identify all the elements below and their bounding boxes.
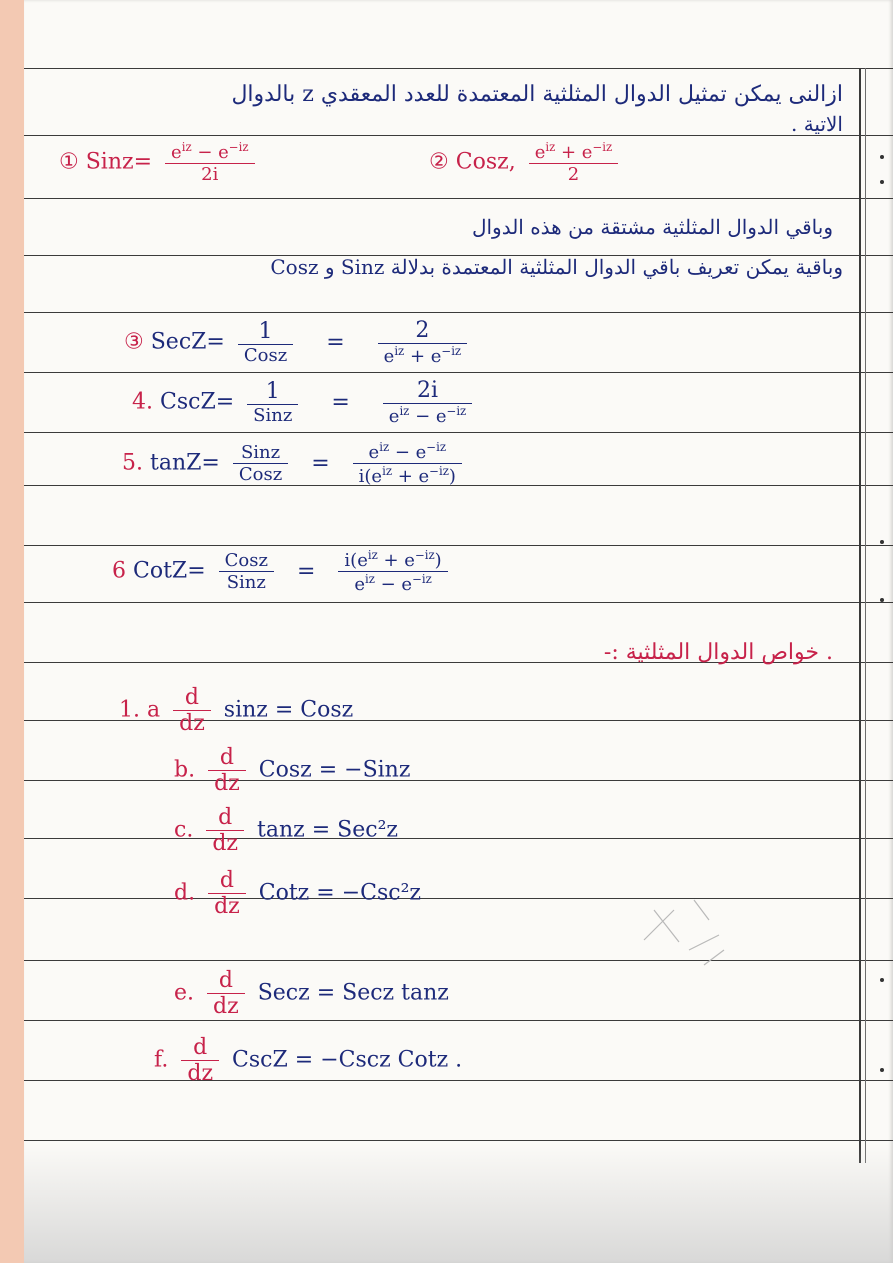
definition-sin xyxy=(59,140,261,185)
denominator: dz xyxy=(214,894,240,919)
rule-line xyxy=(24,602,893,603)
fraction xyxy=(165,140,254,185)
equals: = xyxy=(296,558,316,584)
equals: = xyxy=(331,389,350,415)
numerator: Cosz xyxy=(219,550,274,572)
margin-line xyxy=(865,68,866,1163)
rule-line xyxy=(24,312,893,313)
mid-line-2: وباقية يمكن تعريف باقي الدوال المثلثية المعتمدة بدلالة Sinz و Cosz xyxy=(270,255,843,279)
fraction xyxy=(238,319,293,366)
denominator: $e^{iz} + e^{-iz}$ xyxy=(383,344,462,367)
denominator: $e^{iz} - e^{-iz}$ xyxy=(354,572,432,595)
item-label: b. xyxy=(174,757,196,783)
numerator: d xyxy=(207,968,245,994)
denominator: Cosz xyxy=(243,345,288,366)
fraction xyxy=(338,548,447,595)
derivative-row xyxy=(119,685,353,736)
numerator: d xyxy=(208,868,246,894)
notebook-page xyxy=(24,0,893,1263)
fraction xyxy=(378,318,467,367)
numerator: Sinz xyxy=(233,442,288,464)
denominator: dz xyxy=(213,994,239,1019)
fraction xyxy=(181,1035,219,1086)
rule-line xyxy=(24,780,893,781)
numerator: 1 xyxy=(247,379,298,405)
derivative-expr: sinz = Cosz xyxy=(223,697,354,723)
formula-tan xyxy=(122,440,468,487)
derivative-expr: Secz = Secz tanz xyxy=(257,980,449,1006)
numerator: d xyxy=(206,805,244,831)
eq-lhs: SecZ= xyxy=(150,329,225,355)
formula-csc xyxy=(132,378,478,427)
margin-dot xyxy=(880,155,884,159)
denominator: 2i xyxy=(201,164,219,185)
denominator: dz xyxy=(187,1061,214,1086)
derivative-expr: CscZ = −Cscz Cotz . xyxy=(232,1047,463,1073)
denominator: dz xyxy=(214,771,240,796)
formula-cot xyxy=(112,548,454,595)
rule-line xyxy=(24,372,893,373)
denominator: Cosz xyxy=(238,464,283,485)
properties-title: . خواص الدوال المثلثية :- xyxy=(603,640,833,665)
eq-lhs: CscZ= xyxy=(160,389,235,415)
fraction xyxy=(529,140,618,185)
intro-line-1: ازالنى يمكن تمثيل الدوال المثلثية المعتمدة للعدد المعقدي z بالدوال xyxy=(231,82,843,107)
derivative-expr: Cosz = −Sinz xyxy=(258,757,411,783)
numerator: $e^{iz} + e^{-iz}$ xyxy=(529,140,618,164)
margin-dot xyxy=(880,598,884,602)
numerator: $i(e^{iz} + e^{-iz})$ xyxy=(338,548,447,572)
denominator: Sinz xyxy=(226,572,266,593)
derivative-row xyxy=(174,745,410,796)
eq-number: ③ xyxy=(124,329,144,355)
fraction xyxy=(206,805,244,856)
margin-dot xyxy=(880,540,884,544)
margin-dot xyxy=(880,180,884,184)
fraction xyxy=(173,685,211,736)
eq-number: ① xyxy=(59,149,79,175)
derivative-row xyxy=(174,868,421,919)
eq-lhs: CotZ= xyxy=(133,558,206,584)
rule-line xyxy=(24,960,893,961)
item-label: 1. a xyxy=(119,697,161,723)
margin-line xyxy=(859,68,861,1163)
margin-dot xyxy=(880,1068,884,1072)
numerator: 2i xyxy=(383,378,472,404)
item-label: f. xyxy=(154,1047,169,1073)
rule-line xyxy=(24,1020,893,1021)
numerator: 2 xyxy=(378,318,467,344)
denominator: dz xyxy=(179,711,205,736)
derivative-row xyxy=(174,805,398,856)
rule-line xyxy=(24,135,893,136)
item-label: c. xyxy=(174,817,194,843)
numerator: d xyxy=(208,745,246,771)
fraction xyxy=(219,550,274,593)
eq-lhs: Cosz, xyxy=(455,149,516,175)
rule-line xyxy=(24,432,893,433)
derivative-expr: Cotz = −Csc²z xyxy=(258,880,421,906)
item-label: e. xyxy=(174,980,195,1006)
denominator: dz xyxy=(212,831,239,856)
derivative-row xyxy=(154,1035,462,1086)
denominator: $e^{iz} - e^{-iz}$ xyxy=(388,404,467,427)
formula-sec xyxy=(124,318,473,367)
definition-cos xyxy=(429,140,624,185)
rule-line xyxy=(24,1140,893,1141)
derivative-expr: tanz = Sec²z xyxy=(257,817,398,843)
numerator: $e^{iz} - e^{-iz}$ xyxy=(165,140,254,164)
rule-line xyxy=(24,838,893,839)
fraction xyxy=(247,379,298,426)
eq-lhs: Sinz= xyxy=(85,149,153,175)
eq-number: 4. xyxy=(132,389,153,415)
intro-line-2: الاتية . xyxy=(790,112,843,136)
rule-line xyxy=(24,198,893,199)
margin-dot xyxy=(880,978,884,982)
fraction xyxy=(233,442,288,485)
mid-line-1: وباقي الدوال المثلثية مشتقة من هذه الدوال xyxy=(471,215,833,239)
fraction xyxy=(208,868,246,919)
numerator: d xyxy=(173,685,211,711)
denominator: 2 xyxy=(567,164,580,185)
rule-line xyxy=(24,68,893,69)
rule-line xyxy=(24,898,893,899)
faint-scribble xyxy=(634,880,744,980)
fraction xyxy=(207,968,245,1019)
numerator: 1 xyxy=(238,319,293,345)
page-shadow xyxy=(24,1143,893,1263)
rule-line xyxy=(24,545,893,546)
fraction xyxy=(208,745,246,796)
numerator: $e^{iz} - e^{-iz}$ xyxy=(353,440,462,464)
eq-lhs: tanZ= xyxy=(150,450,220,476)
derivative-row xyxy=(174,968,449,1019)
fraction xyxy=(353,440,462,487)
eq-number: 5. xyxy=(122,450,143,476)
item-label: d. xyxy=(174,880,196,906)
eq-number: ② xyxy=(429,149,449,175)
denominator: Sinz xyxy=(253,405,293,426)
numerator: d xyxy=(181,1035,219,1061)
equals: = xyxy=(326,329,345,355)
equals: = xyxy=(311,450,330,476)
eq-number: 6 xyxy=(112,558,126,584)
fraction xyxy=(383,378,472,427)
denominator: $i(e^{iz} + e^{-iz})$ xyxy=(358,464,456,487)
